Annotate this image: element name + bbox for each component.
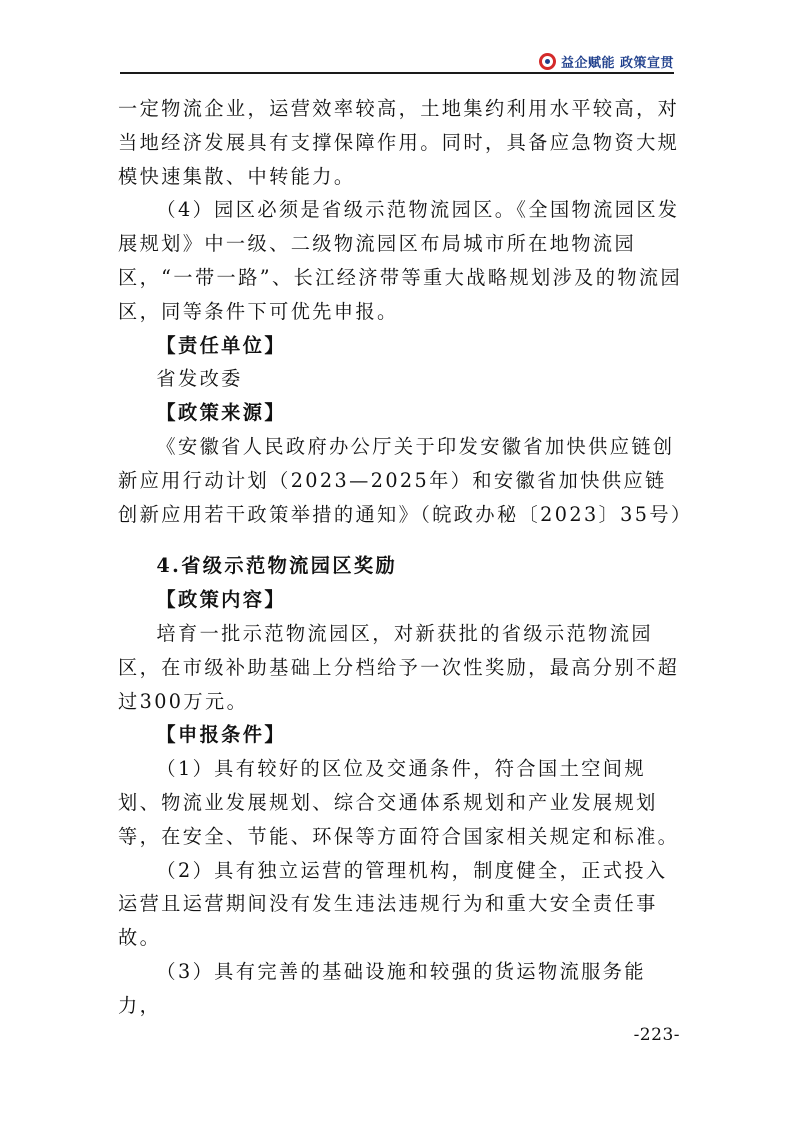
page-number: -223- <box>633 1025 680 1045</box>
paragraph: （3）具有完善的基础设施和较强的货运物流服务能力， <box>118 959 646 1017</box>
section-heading-conditions: 【申报条件】 <box>156 723 286 747</box>
paragraph: （2）具有独立运营的管理机构，制度健全，正式投入运营且运营期间没有发生违法违规行为和重大安全责任事故。 <box>118 858 668 950</box>
brand-logo-icon <box>539 53 556 70</box>
document-body <box>118 92 693 1023</box>
paragraph: 《安徽省人民政府办公厅关于印发安徽省加快供应链创新应用行动计划（2023—2025年）和安徽省加快供应链创新应用若干政策举措的通知》（皖政办秘〔2023〕35号） <box>118 434 693 526</box>
paragraph: 省发改委 <box>156 367 243 391</box>
paragraph: 培育一批示范物流园区，对新获批的省级示范物流园区，在市级补助基础上分档给予一次性奖励，最高分别不超过300万元。 <box>118 621 680 713</box>
header-divider <box>120 72 674 74</box>
section-heading-policy-content: 【政策内容】 <box>156 588 286 612</box>
section-title: 4.省级示范物流园区奖励 <box>156 554 398 578</box>
paragraph: （1）具有较好的区位及交通条件，符合国土空间规划、物流业发展规划、综合交通体系规划和产业发展规划等，在安全、节能、环保等方面符合国家相关规定和标准。 <box>118 757 680 848</box>
paragraph: 一定物流企业，运营效率较高，土地集约利用水平较高，对当地经济发展具有支撑保障作用。同时，具备应急物资大规模快速集散、中转能力。 <box>118 97 680 188</box>
paragraph: （4）园区必须是省级示范物流园区。《全国物流园区发展规划》中一级、二级物流园区布局城市所在地物流园区，“一带一路”、长江经济带等重大战略规划涉及的物流园区，同等条件下可优先申报。 <box>118 198 683 323</box>
section-heading-policy-source: 【政策来源】 <box>156 401 286 425</box>
section-heading-responsible-unit: 【责任单位】 <box>156 333 286 357</box>
header-logo <box>539 50 674 72</box>
header-logo-text: 益企赋能 政策宣贯 <box>560 55 674 71</box>
